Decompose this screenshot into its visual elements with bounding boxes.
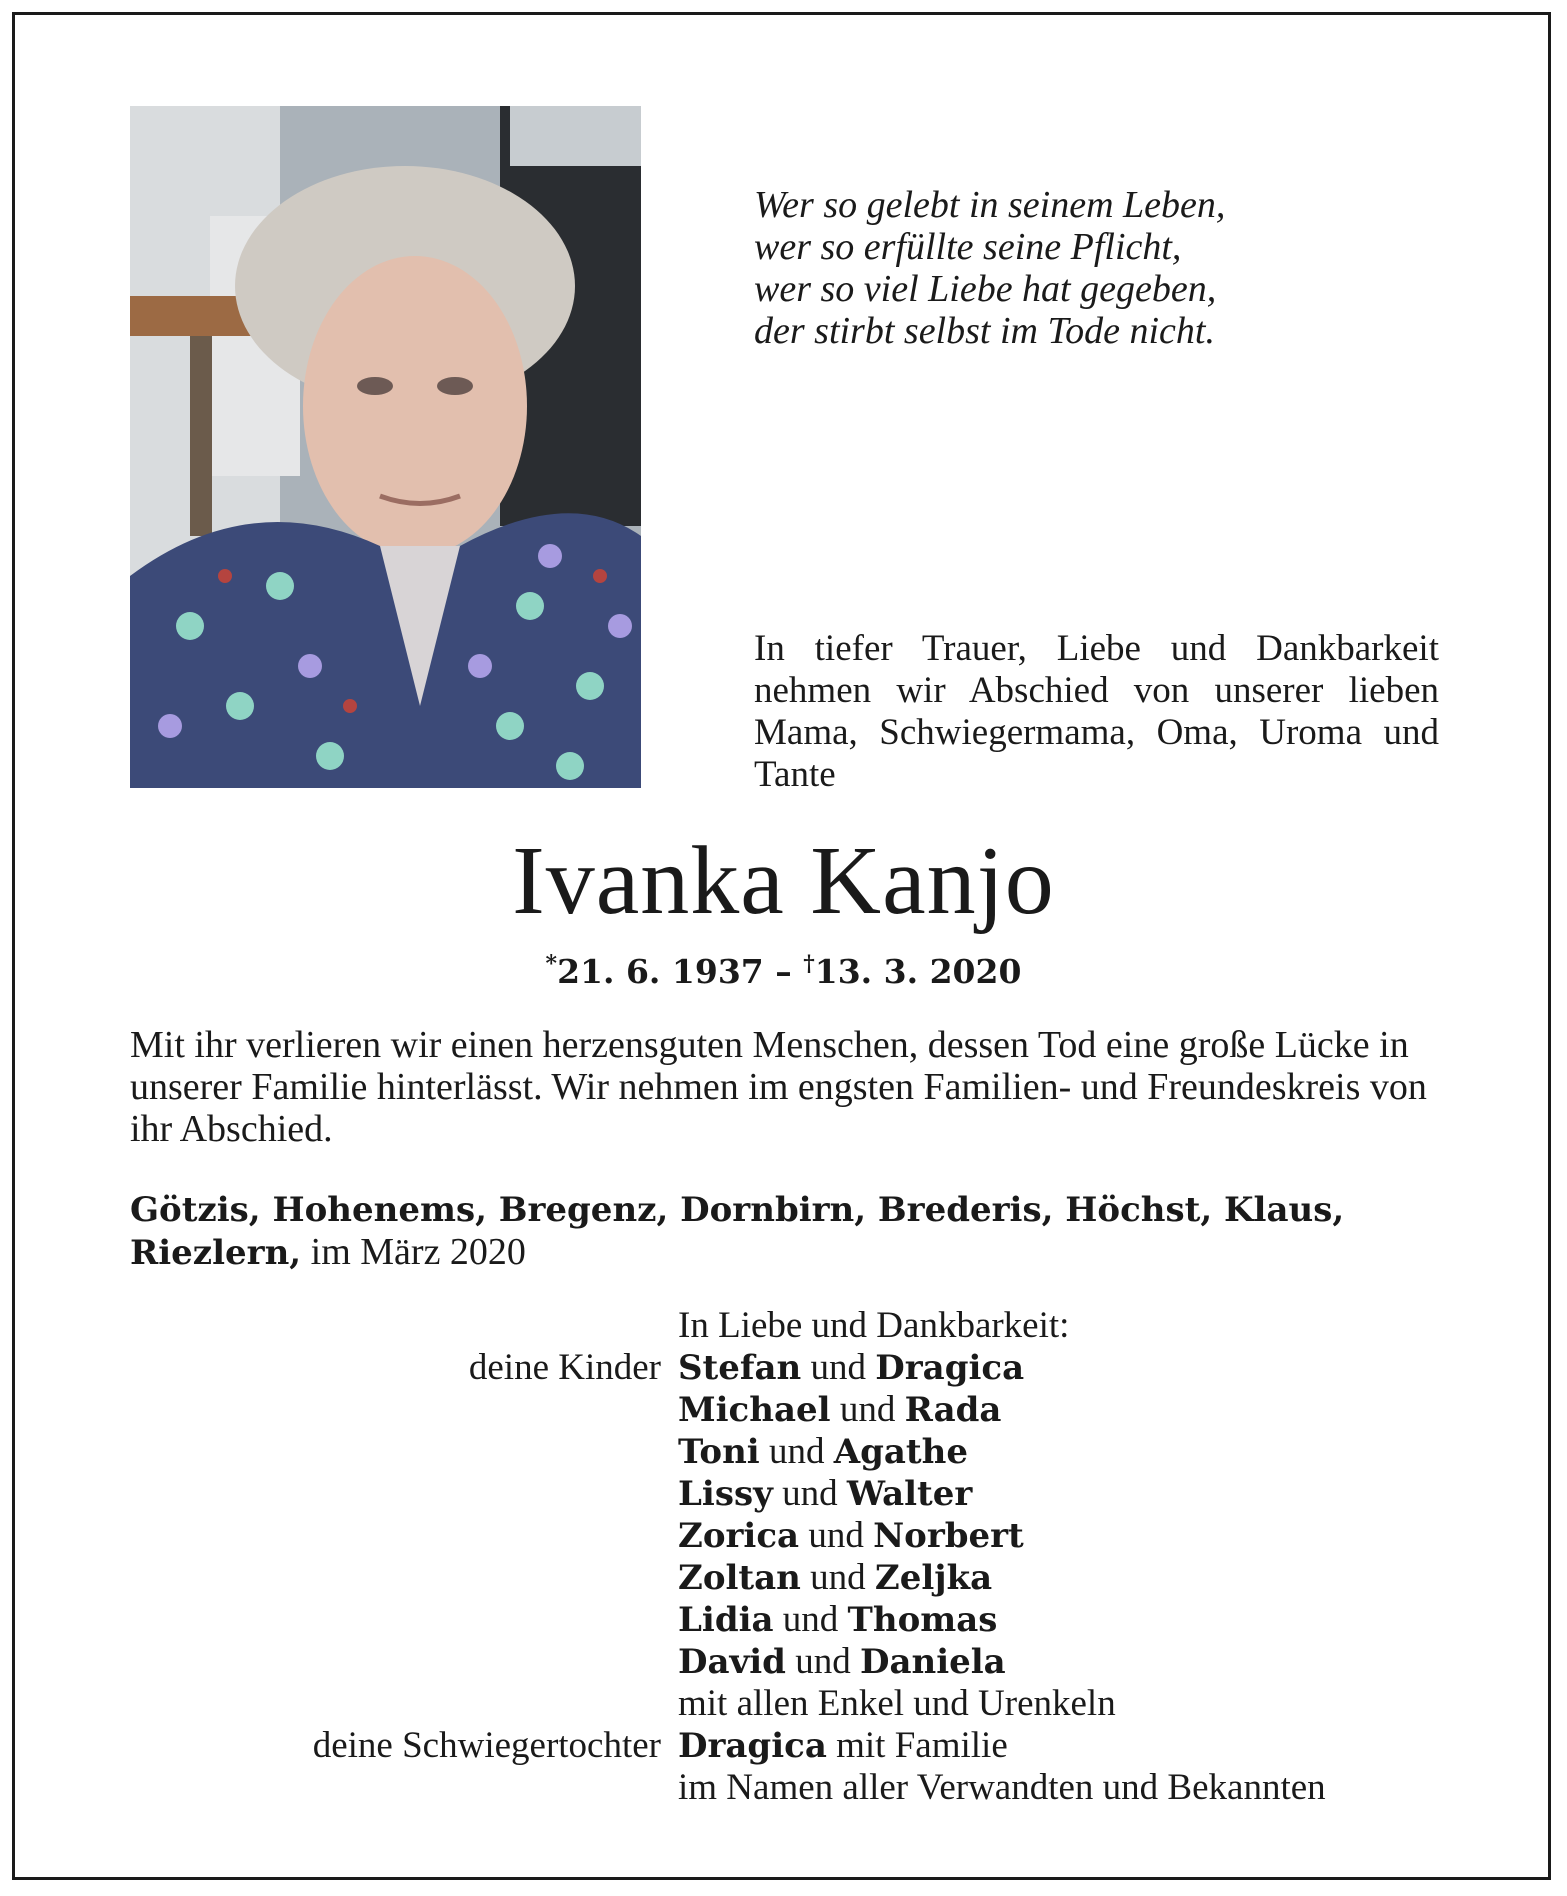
death-date: 13. 3. 2020 <box>814 952 1022 991</box>
couple-entry: Michael und Rada <box>678 1389 1002 1430</box>
couple-entry: David und Daniela <box>678 1641 1006 1682</box>
poem-line: Wer so gelebt in seinem Leben, <box>754 184 1226 226</box>
birth-date: 21. 6. 1937 <box>557 952 764 991</box>
intro-text: In tiefer Trauer, Liebe und Dankbarkeit nehmen wir Abschied von unserer lieben Mama, Schwiegermama, Oma, Uroma und Tante <box>754 628 1439 795</box>
poem-line: wer so erfüllte seine Pflicht, <box>754 226 1182 268</box>
schwiegertochter-entry: Dragica mit Familie <box>678 1725 1008 1766</box>
portrait-image <box>130 106 641 788</box>
portrait-photo <box>130 106 641 788</box>
couple-entry: Stefan und Dragica <box>678 1347 1025 1388</box>
signature-heading: In Liebe und Dankbarkeit: <box>678 1305 1070 1346</box>
signature-block <box>0 1305 1567 1809</box>
place-date: im März 2020 <box>301 1231 526 1273</box>
schwiegertochter-label: deine Schwiegertochter <box>312 1725 661 1766</box>
couple-entry: Lidia und Thomas <box>678 1599 998 1640</box>
poem-line: der stirbt selbst im Tode nicht. <box>754 310 1215 352</box>
kinder-label: deine Kinder <box>468 1347 661 1388</box>
couple-entry: Zorica und Norbert <box>678 1515 1024 1556</box>
body-text: Mit ihr verlieren wir einen herzensguten Menschen, dessen Tod eine große Lücke in unserer Familie hinterlässt. Wir nehmen im engsten Familien- und Freundeskreis von ihr Abschied. <box>130 1024 1427 1150</box>
closing-line: im Namen aller Verwandten und Bekannten <box>678 1767 1326 1808</box>
life-dates <box>0 944 1567 992</box>
date-separator: – <box>763 952 804 991</box>
couple-entry: Toni und Agathe <box>678 1431 968 1472</box>
poem <box>754 184 1225 352</box>
deceased-name: Ivanka Kanjo <box>512 827 1055 935</box>
grandchildren-line: mit allen Enkel und Urenkeln <box>678 1683 1116 1724</box>
death-symbol: † <box>803 951 815 977</box>
poem-line: wer so viel Liebe hat gegeben, <box>754 268 1217 310</box>
couple-entry: Zoltan und Zeljka <box>678 1557 993 1598</box>
birth-symbol: * <box>545 951 558 977</box>
places-and-date <box>130 1188 1460 1274</box>
couple-entry: Lissy und Walter <box>678 1473 973 1514</box>
places-list: Götzis, Hohenems, Bregenz, Dornbirn, Brederis, Höchst, Klaus, Riezlern, <box>130 1190 1345 1273</box>
